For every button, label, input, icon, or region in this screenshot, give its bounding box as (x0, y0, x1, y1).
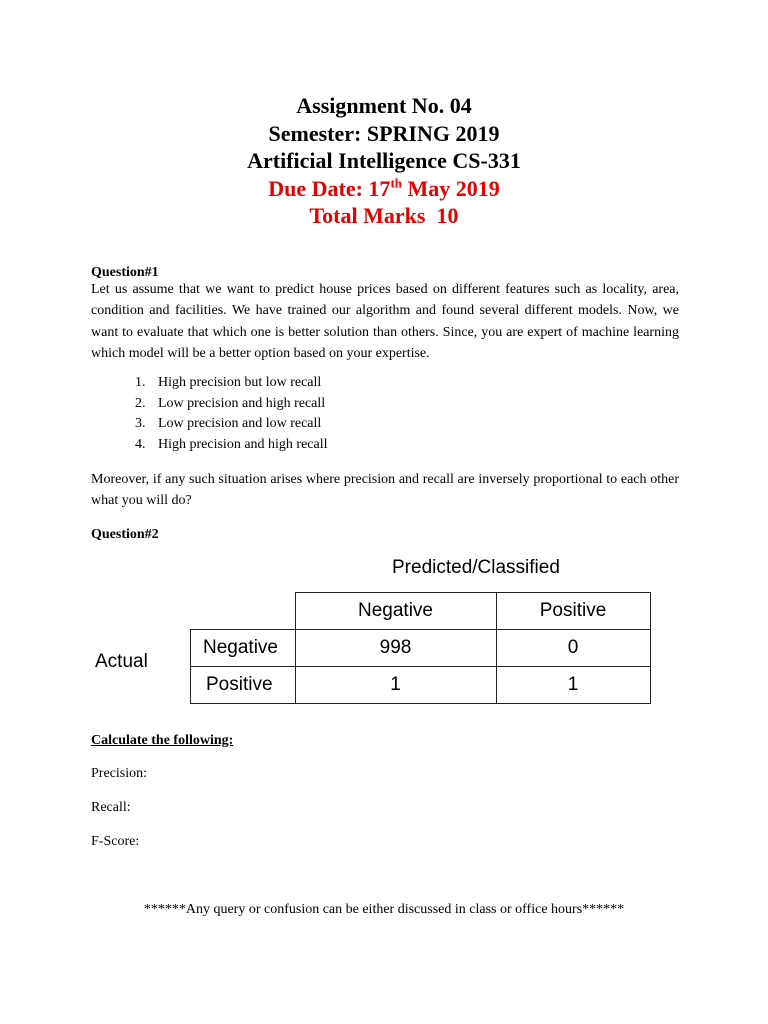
list-item (91, 414, 328, 435)
assignment-number: Assignment No. 04 (296, 93, 472, 118)
confusion-matrix (0, 550, 768, 740)
table-row (191, 667, 651, 704)
table-cell: 0 (496, 630, 650, 667)
option-number: 2. (135, 395, 146, 411)
confusion-table (190, 592, 651, 704)
due-date (0, 175, 768, 203)
due-date-day: Due Date: 17 (268, 175, 391, 201)
option-number: 1. (135, 375, 146, 390)
semester: Semester: SPRING 2019 (268, 120, 500, 146)
footer-note: ******Any query or confusion can be either discussed in class or office hours****** (143, 902, 625, 917)
table-cell: 1 (496, 667, 650, 704)
row-header-negative: Negative (191, 630, 296, 667)
course-title: Artificial Intelligence CS-331 (247, 148, 521, 173)
question1-options (91, 373, 328, 455)
table-cell: 998 (295, 630, 496, 667)
option-number: 4. (135, 436, 146, 452)
assignment-header (0, 92, 768, 230)
table-cell: 1 (295, 667, 496, 704)
calculate-heading: Calculate the following: (91, 733, 234, 748)
predicted-label: Predicted/Classified (392, 557, 560, 578)
question1-followup: Moreover, if any such situation arises where precision and recall are inversely proportional to each other what you will do? (91, 472, 679, 509)
question1-paragraph: Let us assume that we want to predict house prices based on different features such as locality, area, condition and facilities. We have trained our algorithm and found several different models. Now, we want to evaluate that which one is better solution than others. Since, you are expert of machine learning which model will be a better option based on your expertise. (91, 282, 679, 361)
question1-title: Question#1 (91, 265, 159, 280)
table-row (191, 630, 651, 667)
list-item (91, 435, 328, 456)
list-item (91, 373, 328, 394)
recall-field: Recall: (91, 800, 131, 815)
question2-title: Question#2 (91, 527, 159, 542)
due-date-suffix: th (390, 175, 402, 191)
option-text: High precision but low recall (158, 375, 322, 390)
precision-field: Precision: (91, 766, 147, 781)
actual-label: Actual (95, 651, 148, 672)
option-number: 3. (135, 416, 146, 431)
option-text: Low precision and low recall (158, 416, 322, 431)
total-marks: Total Marks 10 (309, 203, 459, 228)
row-header-positive: Positive (191, 667, 296, 704)
empty-cell (191, 593, 296, 630)
option-text: Low precision and high recall (158, 395, 326, 411)
table-row (191, 593, 651, 630)
col-header-positive: Positive (496, 593, 650, 630)
col-header-negative: Negative (295, 593, 496, 630)
list-item (91, 394, 328, 415)
fscore-field: F-Score: (91, 834, 140, 849)
due-date-month: May 2019 (402, 175, 500, 201)
question2-heading (91, 524, 679, 545)
option-text: High precision and high recall (158, 436, 328, 452)
